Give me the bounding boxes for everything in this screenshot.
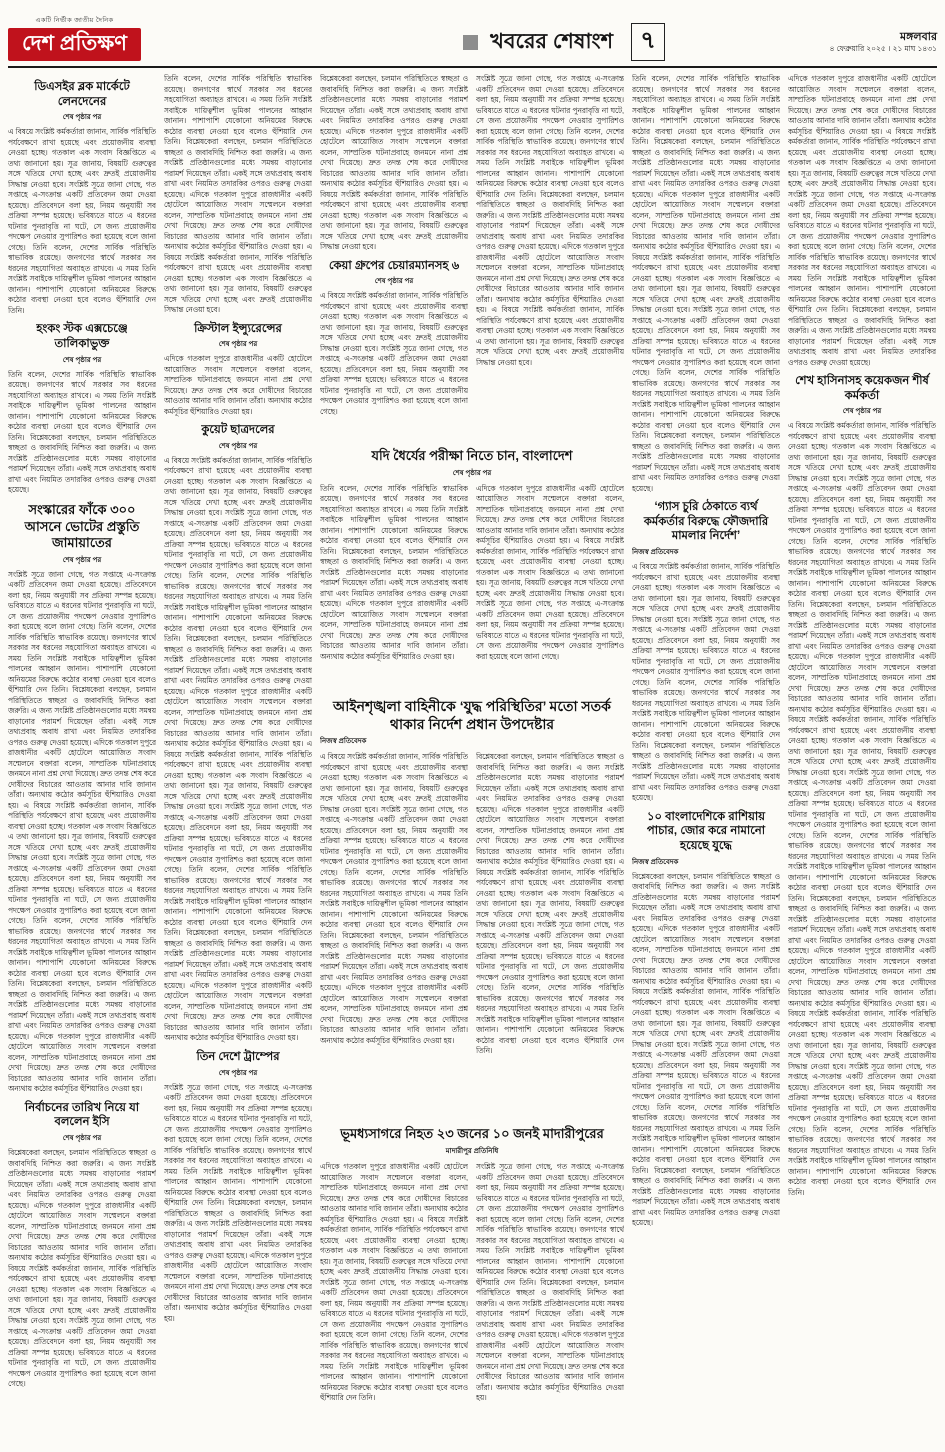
article-body: বিশ্লেষকেরা বলছেন, চলমান পরিস্থিতিতে স্বচ্ছতা ও জবাবদিহি নিশ্চিত করা জরুরি। এ জন্য সংশ্লিষ্ট প্রতিষ্ঠানগুলোর মধ্যে সমন্বয় বাড়ানোর পরামর্শ দিয়েছেন তাঁরা। একই সঙ্গে তথ্যপ্রবাহ অবাধ রাখা এবং নিয়মিত তদারকির ওপরও গুরুত্ব দেওয়া হয়েছে। এদিকে গতকাল দুপুরে রাজধানীর একটি হোটেলে আয়োজিত সংবাদ সম্মেলনে বক্তারা বলেন, সাম্প্রতিক ঘটনাপ্রবাহে জনমনে নানা প্রশ্ন দেখা দিয়েছে। দ্রুত তদন্ত শেষ করে দোষীদের বিচারের আওতায় আনার দাবি জানান তাঁরা। অন্যথায় কঠোর কর্মসূচির হুঁশিয়ারিও দেওয়া হয়। এ বিষয়ে সংশ্লিষ্ট কর্মকর্তারা জানান, সার্বিক পরিস্থিতি পর্যবেক্ষণে রাখা হয়েছে এবং প্রয়োজনীয় ব্যবস্থা নেওয়া হচ্ছে। গতকাল এক সংবাদ বিজ্ঞপ্তিতে এ তথ্য জানানো হয়। সূত্র জানায়, বিষয়টি গুরুত্বের সঙ্গে খতিয়ে দেখা হচ্ছে এবং দ্রুতই প্রয়োজনীয় সিদ্ধান্ত নেওয়া হবে। সংশ্লিষ্ট সূত্রে জানা গেছে, গত সপ্তাহে এ-সংক্রান্ত একটি প্রতিবেদন জমা দেওয়া হয়েছে। প্রতিবেদনে বলা হয়, নিয়ম অনুযায়ী সব প্রক্রিয়া সম্পন্ন হয়েছে। ভবিষ্যতে যাতে এ ধরনের ঘটনার পুনরাবৃত্তি না ঘটে, সে জন্য প্রয়োজনীয় পদক্ষেপ নেওয়ার সুপারিশও করা হয়েছে বলে জানা গেছে।	[8, 1148, 156, 1389]
article-byline: শেষ পৃষ্ঠার পর	[62, 1135, 102, 1143]
masthead-title: দেশ প্রতিক্ষণ	[22, 32, 127, 55]
subcolumn-4	[476, 752, 624, 1120]
masthead	[8, 15, 141, 61]
article-headline: ভূমধ্যসাগরে নিহত ২৩ জনের ১০ জনই মাদারীপুরের	[340, 1126, 604, 1142]
article-gas-theft	[632, 500, 780, 804]
article-body: এদিকে গতকাল দুপুরে রাজধানীর একটি হোটেলে আয়োজিত সংবাদ সম্মেলনে বক্তারা বলেন, সাম্প্রতিক ঘটনাপ্রবাহে জনমনে নানা প্রশ্ন দেখা দিয়েছে। দ্রুত তদন্ত শেষ করে দোষীদের বিচারের আওতায় আনার দাবি জানান তাঁরা। অন্যথায় কঠোর কর্মসূচির হুঁশিয়ারিও দেওয়া হয়। এ বিষয়ে সংশ্লিষ্ট কর্মকর্তারা জানান, সার্বিক পরিস্থিতি পর্যবেক্ষণে রাখা হয়েছে এবং প্রয়োজনীয় ব্যবস্থা নেওয়া হচ্ছে। গতকাল এক সংবাদ বিজ্ঞপ্তিতে এ তথ্য জানানো হয়। সূত্র জানায়, বিষয়টি গুরুত্বের সঙ্গে খতিয়ে দেখা হচ্ছে এবং দ্রুতই প্রয়োজনীয় সিদ্ধান্ত নেওয়া হবে। সংশ্লিষ্ট সূত্রে জানা গেছে, গত সপ্তাহে এ-সংক্রান্ত একটি প্রতিবেদন জমা দেওয়া হয়েছে। প্রতিবেদনে বলা হয়, নিয়ম অনুযায়ী সব প্রক্রিয়া সম্পন্ন হয়েছে। ভবিষ্যতে যাতে এ ধরনের ঘটনার পুনরাবৃত্তি না ঘটে, সে জন্য প্রয়োজনীয় পদক্ষেপ নেওয়ার সুপারিশও করা হয়েছে বলে জানা গেছে। তিনি বলেন, দেশের সার্বিক পরিস্থিতি স্বাভাবিক রয়েছে। জনগণের স্বার্থে সরকার সব ধরনের সহযোগিতা অব্যাহত রাখবে। এ সময় তিনি সংশ্লিষ্ট সবাইকে দায়িত্বশীল ভূমিকা পালনের আহ্বান জানান। পাশাপাশি যেকোনো অনিয়মের বিরুদ্ধে কঠোর ব্যবস্থা নেওয়া হবে বলেও হুঁশিয়ারি দেন তিনি। বিশ্লেষকেরা বলছেন, চলমান পরিস্থিতিতে স্বচ্ছতা ও জবাবদিহি নিশ্চিত করা জরুরি। এ জন্য সংশ্লিষ্ট প্রতিষ্ঠানগুলোর মধ্যে সমন্বয় বাড়ানোর পরামর্শ দিয়েছেন তাঁরা। একই সঙ্গে তথ্যপ্রবাহ অবাধ রাখা এবং নিয়মিত তদারকির ওপরও গুরুত্ব দেওয়া হয়েছে।	[788, 74, 936, 367]
subcolumn-3	[320, 74, 468, 442]
column-2	[164, 74, 312, 1442]
subcolumn-3	[320, 484, 468, 692]
article-headline: হংকং স্টক এক্সচেঞ্জে তালিকাভুক্ত	[36, 323, 128, 351]
subcolumn-4	[476, 74, 624, 442]
article-body: তিনি বলেন, দেশের সার্বিক পরিস্থিতি স্বাভাবিক রয়েছে। জনগণের স্বার্থে সরকার সব ধরনের সহযোগিতা অব্যাহত রাখবে। এ সময় তিনি সংশ্লিষ্ট সবাইকে দায়িত্বশীল ভূমিকা পালনের আহ্বান জানান। পাশাপাশি যেকোনো অনিয়মের বিরুদ্ধে কঠোর ব্যবস্থা নেওয়া হবে বলেও হুঁশিয়ারি দেন তিনি। বিশ্লেষকেরা বলছেন, চলমান পরিস্থিতিতে স্বচ্ছতা ও জবাবদিহি নিশ্চিত করা জরুরি। এ জন্য সংশ্লিষ্ট প্রতিষ্ঠানগুলোর মধ্যে সমন্বয় বাড়ানোর পরামর্শ দিয়েছেন তাঁরা। একই সঙ্গে তথ্যপ্রবাহ অবাধ রাখা এবং নিয়মিত তদারকির ওপরও গুরুত্ব দেওয়া হয়েছে। এদিকে গতকাল দুপুরে রাজধানীর একটি হোটেলে আয়োজিত সংবাদ সম্মেলনে বক্তারা বলেন, সাম্প্রতিক ঘটনাপ্রবাহে জনমনে নানা প্রশ্ন দেখা দিয়েছে। দ্রুত তদন্ত শেষ করে দোষীদের বিচারের আওতায় আনার দাবি জানান তাঁরা। অন্যথায় কঠোর কর্মসূচির হুঁশিয়ারিও দেওয়া হয়।	[320, 483, 468, 661]
columns-3-4	[320, 74, 624, 1442]
article-byline: শেষ পৃষ্ঠার পর	[374, 278, 414, 286]
article-headline: শেখ হাসিনাসহ কয়েকজন শীর্ষ কর্মকর্তা	[795, 375, 929, 402]
article-byline: শেষ পৃষ্ঠার পর	[218, 341, 258, 349]
span-row-top	[320, 74, 624, 442]
section-logo-icon	[463, 35, 478, 50]
article-body: তিনি বলেন, দেশের সার্বিক পরিস্থিতি স্বাভাবিক রয়েছে। জনগণের স্বার্থে সরকার সব ধরনের সহযোগিতা অব্যাহত রাখবে। এ সময় তিনি সংশ্লিষ্ট সবাইকে দায়িত্বশীল ভূমিকা পালনের আহ্বান জানান। পাশাপাশি যেকোনো অনিয়মের বিরুদ্ধে কঠোর ব্যবস্থা নেওয়া হবে বলেও হুঁশিয়ারি দেন তিনি। বিশ্লেষকেরা বলছেন, চলমান পরিস্থিতিতে স্বচ্ছতা ও জবাবদিহি নিশ্চিত করা জরুরি। এ জন্য সংশ্লিষ্ট প্রতিষ্ঠানগুলোর মধ্যে সমন্বয় বাড়ানোর পরামর্শ দিয়েছেন তাঁরা। একই সঙ্গে তথ্যপ্রবাহ অবাধ রাখা এবং নিয়মিত তদারকির ওপরও গুরুত্ব দেওয়া হয়েছে।	[8, 369, 156, 495]
article-body: এদিকে গতকাল দুপুরে রাজধানীর একটি হোটেলে আয়োজিত সংবাদ সম্মেলনে বক্তারা বলেন, সাম্প্রতিক ঘটনাপ্রবাহে জনমনে নানা প্রশ্ন দেখা দিয়েছে। দ্রুত তদন্ত শেষ করে দোষীদের বিচারের আওতায় আনার দাবি জানান তাঁরা। অন্যথায় কঠোর কর্মসূচির হুঁশিয়ারিও দেওয়া হয়। এ বিষয়ে সংশ্লিষ্ট কর্মকর্তারা জানান, সার্বিক পরিস্থিতি পর্যবেক্ষণে রাখা হয়েছে এবং প্রয়োজনীয় ব্যবস্থা নেওয়া হচ্ছে। গতকাল এক সংবাদ বিজ্ঞপ্তিতে এ তথ্য জানানো হয়। সূত্র জানায়, বিষয়টি গুরুত্বের সঙ্গে খতিয়ে দেখা হচ্ছে এবং দ্রুতই প্রয়োজনীয় সিদ্ধান্ত নেওয়া হবে। সংশ্লিষ্ট সূত্রে জানা গেছে, গত সপ্তাহে এ-সংক্রান্ত একটি প্রতিবেদন জমা দেওয়া হয়েছে। প্রতিবেদনে বলা হয়, নিয়ম অনুযায়ী সব প্রক্রিয়া সম্পন্ন হয়েছে। ভবিষ্যতে যাতে এ ধরনের ঘটনার পুনরাবৃত্তি না ঘটে, সে জন্য প্রয়োজনীয় পদক্ষেপ নেওয়ার সুপারিশও করা হয়েছে বলে জানা গেছে। তিনি বলেন, দেশের সার্বিক পরিস্থিতি স্বাভাবিক রয়েছে। জনগণের স্বার্থে সরকার সব ধরনের সহযোগিতা অব্যাহত রাখবে। এ সময় তিনি সংশ্লিষ্ট সবাইকে দায়িত্বশীল ভূমিকা পালনের আহ্বান জানান। পাশাপাশি যেকোনো অনিয়মের বিরুদ্ধে কঠোর ব্যবস্থা নেওয়া হবে বলেও হুঁশিয়ারি দেন তিনি।	[320, 1162, 468, 1403]
article-headline: ডিএসইর ব্লক মার্কেটে লেনদেনের	[34, 81, 130, 108]
header-right	[463, 23, 937, 61]
subcolumn-3	[320, 752, 468, 1120]
law-enforcement-body-row	[320, 752, 624, 1120]
article-headline: ক্রিস্টাল ইন্স্যুরেন্সের	[194, 322, 282, 335]
article-body: এ বিষয়ে সংশ্লিষ্ট কর্মকর্তারা জানান, সার্বিক পরিস্থিতি পর্যবেক্ষণে রাখা হয়েছে এবং প্রয়োজনীয় ব্যবস্থা নেওয়া হচ্ছে। গতকাল এক সংবাদ বিজ্ঞপ্তিতে এ তথ্য জানানো হয়। সূত্র জানায়, বিষয়টি গুরুত্বের সঙ্গে খতিয়ে দেখা হচ্ছে এবং দ্রুতই প্রয়োজনীয় সিদ্ধান্ত নেওয়া হবে। সংশ্লিষ্ট সূত্রে জানা গেছে, গত সপ্তাহে এ-সংক্রান্ত একটি প্রতিবেদন জমা দেওয়া হয়েছে। প্রতিবেদনে বলা হয়, নিয়ম অনুযায়ী সব প্রক্রিয়া সম্পন্ন হয়েছে। ভবিষ্যতে যাতে এ ধরনের ঘটনার পুনরাবৃত্তি না ঘটে, সে জন্য প্রয়োজনীয় পদক্ষেপ নেওয়ার সুপারিশও করা হয়েছে বলে জানা গেছে। তিনি বলেন, দেশের সার্বিক পরিস্থিতি স্বাভাবিক রয়েছে। জনগণের স্বার্থে সরকার সব ধরনের সহযোগিতা অব্যাহত রাখবে। এ সময় তিনি সংশ্লিষ্ট সবাইকে দায়িত্বশীল ভূমিকা পালনের আহ্বান জানান। পাশাপাশি যেকোনো অনিয়মের বিরুদ্ধে কঠোর ব্যবস্থা নেওয়া হবে বলেও হুঁশিয়ারি দেন তিনি। বিশ্লেষকেরা বলছেন, চলমান পরিস্থিতিতে স্বচ্ছতা ও জবাবদিহি নিশ্চিত করা জরুরি। এ জন্য সংশ্লিষ্ট প্রতিষ্ঠানগুলোর মধ্যে সমন্বয় বাড়ানোর পরামর্শ দিয়েছেন তাঁরা। একই সঙ্গে তথ্যপ্রবাহ অবাধ রাখা এবং নিয়মিত তদারকির ওপরও গুরুত্ব দেওয়া হয়েছে।	[632, 562, 780, 803]
article-jamaat	[8, 502, 156, 1095]
article-byline: নিজস্ব প্রতিবেদক	[632, 549, 679, 557]
subcolumn-4	[476, 1162, 624, 1442]
article-body: এদিকে গতকাল দুপুরে রাজধানীর একটি হোটেলে আয়োজিত সংবাদ সম্মেলনে বক্তারা বলেন, সাম্প্রতিক ঘটনাপ্রবাহে জনমনে নানা প্রশ্ন দেখা দিয়েছে। দ্রুত তদন্ত শেষ করে দোষীদের বিচারের আওতায় আনার দাবি জানান তাঁরা। অন্যথায় কঠোর কর্মসূচির হুঁশিয়ারিও দেওয়া হয়। এ বিষয়ে সংশ্লিষ্ট কর্মকর্তারা জানান, সার্বিক পরিস্থিতি পর্যবেক্ষণে রাখা হয়েছে এবং প্রয়োজনীয় ব্যবস্থা নেওয়া হচ্ছে। গতকাল এক সংবাদ বিজ্ঞপ্তিতে এ তথ্য জানানো হয়। সূত্র জানায়, বিষয়টি গুরুত্বের সঙ্গে খতিয়ে দেখা হচ্ছে এবং দ্রুতই প্রয়োজনীয় সিদ্ধান্ত নেওয়া হবে। সংশ্লিষ্ট সূত্রে জানা গেছে, গত সপ্তাহে এ-সংক্রান্ত একটি প্রতিবেদন জমা দেওয়া হয়েছে। প্রতিবেদনে বলা হয়, নিয়ম অনুযায়ী সব প্রক্রিয়া সম্পন্ন হয়েছে। ভবিষ্যতে যাতে এ ধরনের ঘটনার পুনরাবৃত্তি না ঘটে, সে জন্য প্রয়োজনীয় পদক্ষেপ নেওয়ার সুপারিশও করা হয়েছে বলে জানা গেছে।	[476, 483, 624, 661]
mediterranean-body-row	[320, 1162, 624, 1442]
article-body: সংশ্লিষ্ট সূত্রে জানা গেছে, গত সপ্তাহে এ-সংক্রান্ত একটি প্রতিবেদন জমা দেওয়া হয়েছে। প্রতিবেদনে বলা হয়, নিয়ম অনুযায়ী সব প্রক্রিয়া সম্পন্ন হয়েছে। ভবিষ্যতে যাতে এ ধরনের ঘটনার পুনরাবৃত্তি না ঘটে, সে জন্য প্রয়োজনীয় পদক্ষেপ নেওয়ার সুপারিশও করা হয়েছে বলে জানা গেছে। তিনি বলেন, দেশের সার্বিক পরিস্থিতি স্বাভাবিক রয়েছে। জনগণের স্বার্থে সরকার সব ধরনের সহযোগিতা অব্যাহত রাখবে। এ সময় তিনি সংশ্লিষ্ট সবাইকে দায়িত্বশীল ভূমিকা পালনের আহ্বান জানান। পাশাপাশি যেকোনো অনিয়মের বিরুদ্ধে কঠোর ব্যবস্থা নেওয়া হবে বলেও হুঁশিয়ারি দেন তিনি। বিশ্লেষকেরা বলছেন, চলমান পরিস্থিতিতে স্বচ্ছতা ও জবাবদিহি নিশ্চিত করা জরুরি। এ জন্য সংশ্লিষ্ট প্রতিষ্ঠানগুলোর মধ্যে সমন্বয় বাড়ানোর পরামর্শ দিয়েছেন তাঁরা। একই সঙ্গে তথ্যপ্রবাহ অবাধ রাখা এবং নিয়মিত তদারকির ওপরও গুরুত্ব দেওয়া হয়েছে। এদিকে গতকাল দুপুরে রাজধানীর একটি হোটেলে আয়োজিত সংবাদ সম্মেলনে বক্তারা বলেন, সাম্প্রতিক ঘটনাপ্রবাহে জনমনে নানা প্রশ্ন দেখা দিয়েছে। দ্রুত তদন্ত শেষ করে দোষীদের বিচারের আওতায় আনার দাবি জানান তাঁরা। অন্যথায় কঠোর কর্মসূচির হুঁশিয়ারিও দেওয়া হয়। এ বিষয়ে সংশ্লিষ্ট কর্মকর্তারা জানান, সার্বিক পরিস্থিতি পর্যবেক্ষণে রাখা হয়েছে এবং প্রয়োজনীয় ব্যবস্থা নেওয়া হচ্ছে। গতকাল এক সংবাদ বিজ্ঞপ্তিতে এ তথ্য জানানো হয়। সূত্র জানায়, বিষয়টি গুরুত্বের সঙ্গে খতিয়ে দেখা হচ্ছে এবং দ্রুতই প্রয়োজনীয় সিদ্ধান্ত নেওয়া হবে।	[476, 74, 624, 367]
article-body: এ বিষয়ে সংশ্লিষ্ট কর্মকর্তারা জানান, সার্বিক পরিস্থিতি পর্যবেক্ষণে রাখা হয়েছে এবং প্রয়োজনীয় ব্যবস্থা নেওয়া হচ্ছে। গতকাল এক সংবাদ বিজ্ঞপ্তিতে এ তথ্য জানানো হয়। সূত্র জানায়, বিষয়টি গুরুত্বের সঙ্গে খতিয়ে দেখা হচ্ছে এবং দ্রুতই প্রয়োজনীয় সিদ্ধান্ত নেওয়া হবে। সংশ্লিষ্ট সূত্রে জানা গেছে, গত সপ্তাহে এ-সংক্রান্ত একটি প্রতিবেদন জমা দেওয়া হয়েছে। প্রতিবেদনে বলা হয়, নিয়ম অনুযায়ী সব প্রক্রিয়া সম্পন্ন হয়েছে। ভবিষ্যতে যাতে এ ধরনের ঘটনার পুনরাবৃত্তি না ঘটে, সে জন্য প্রয়োজনীয় পদক্ষেপ নেওয়ার সুপারিশও করা হয়েছে বলে জানা গেছে। তিনি বলেন, দেশের সার্বিক পরিস্থিতি স্বাভাবিক রয়েছে। জনগণের স্বার্থে সরকার সব ধরনের সহযোগিতা অব্যাহত রাখবে। এ সময় তিনি সংশ্লিষ্ট সবাইকে দায়িত্বশীল ভূমিকা পালনের আহ্বান জানান। পাশাপাশি যেকোনো অনিয়মের বিরুদ্ধে কঠোর ব্যবস্থা নেওয়া হবে বলেও হুঁশিয়ারি দেন তিনি। বিশ্লেষকেরা বলছেন, চলমান পরিস্থিতিতে স্বচ্ছতা ও জবাবদিহি নিশ্চিত করা জরুরি। এ জন্য সংশ্লিষ্ট প্রতিষ্ঠানগুলোর মধ্যে সমন্বয় বাড়ানোর পরামর্শ দিয়েছেন তাঁরা। একই সঙ্গে তথ্যপ্রবাহ অবাধ রাখা এবং নিয়মিত তদারকির ওপরও গুরুত্ব দেওয়া হয়েছে। এদিকে গতকাল দুপুরে রাজধানীর একটি হোটেলে আয়োজিত সংবাদ সম্মেলনে বক্তারা বলেন, সাম্প্রতিক ঘটনাপ্রবাহে জনমনে নানা প্রশ্ন দেখা দিয়েছে। দ্রুত তদন্ত শেষ করে দোষীদের বিচারের আওতায় আনার দাবি জানান তাঁরা। অন্যথায় কঠোর কর্মসূচির হুঁশিয়ারিও দেওয়া হয়। এ বিষয়ে সংশ্লিষ্ট কর্মকর্তারা জানান, সার্বিক পরিস্থিতি পর্যবেক্ষণে রাখা হয়েছে এবং প্রয়োজনীয় ব্যবস্থা নেওয়া হচ্ছে। গতকাল এক সংবাদ বিজ্ঞপ্তিতে এ তথ্য জানানো হয়। সূত্র জানায়, বিষয়টি গুরুত্বের সঙ্গে খতিয়ে দেখা হচ্ছে এবং দ্রুতই প্রয়োজনীয় সিদ্ধান্ত নেওয়া হবে। সংশ্লিষ্ট সূত্রে জানা গেছে, গত সপ্তাহে এ-সংক্রান্ত একটি প্রতিবেদন জমা দেওয়া হয়েছে। প্রতিবেদনে বলা হয়, নিয়ম অনুযায়ী সব প্রক্রিয়া সম্পন্ন হয়েছে। ভবিষ্যতে যাতে এ ধরনের ঘটনার পুনরাবৃত্তি না ঘটে, সে জন্য প্রয়োজনীয় পদক্ষেপ নেওয়ার সুপারিশও করা হয়েছে বলে জানা গেছে। তিনি বলেন, দেশের সার্বিক পরিস্থিতি স্বাভাবিক রয়েছে। জনগণের স্বার্থে সরকার সব ধরনের সহযোগিতা অব্যাহত রাখবে। এ সময় তিনি সংশ্লিষ্ট সবাইকে দায়িত্বশীল ভূমিকা পালনের আহ্বান জানান। পাশাপাশি যেকোনো অনিয়মের বিরুদ্ধে কঠোর ব্যবস্থা নেওয়া হবে বলেও হুঁশিয়ারি দেন তিনি। বিশ্লেষকেরা বলছেন, চলমান পরিস্থিতিতে স্বচ্ছতা ও জবাবদিহি নিশ্চিত করা জরুরি। এ জন্য সংশ্লিষ্ট প্রতিষ্ঠানগুলোর মধ্যে সমন্বয় বাড়ানোর পরামর্শ দিয়েছেন তাঁরা। একই সঙ্গে তথ্যপ্রবাহ অবাধ রাখা এবং নিয়মিত তদারকির ওপরও গুরুত্ব দেওয়া হয়েছে। এদিকে গতকাল দুপুরে রাজধানীর একটি হোটেলে আয়োজিত সংবাদ সম্মেলনে বক্তারা বলেন, সাম্প্রতিক ঘটনাপ্রবাহে জনমনে নানা প্রশ্ন দেখা দিয়েছে। দ্রুত তদন্ত শেষ করে দোষীদের বিচারের আওতায় আনার দাবি জানান তাঁরা। অন্যথায় কঠোর কর্মসূচির হুঁশিয়ারিও দেওয়া হয়। এ বিষয়ে সংশ্লিষ্ট কর্মকর্তারা জানান, সার্বিক পরিস্থিতি পর্যবেক্ষণে রাখা হয়েছে এবং প্রয়োজনীয় ব্যবস্থা নেওয়া হচ্ছে। গতকাল এক সংবাদ বিজ্ঞপ্তিতে এ তথ্য জানানো হয়। সূত্র জানায়, বিষয়টি গুরুত্বের সঙ্গে খতিয়ে দেখা হচ্ছে এবং দ্রুতই প্রয়োজনীয় সিদ্ধান্ত নেওয়া হবে। সংশ্লিষ্ট সূত্রে জানা গেছে, গত সপ্তাহে এ-সংক্রান্ত একটি প্রতিবেদন জমা দেওয়া হয়েছে। প্রতিবেদনে বলা হয়, নিয়ম অনুযায়ী সব প্রক্রিয়া সম্পন্ন হয়েছে। ভবিষ্যতে যাতে এ ধরনের ঘটনার পুনরাবৃত্তি না ঘটে, সে জন্য প্রয়োজনীয় পদক্ষেপ নেওয়ার সুপারিশও করা হয়েছে বলে জানা গেছে। তিনি বলেন, দেশের সার্বিক পরিস্থিতি স্বাভাবিক রয়েছে। জনগণের স্বার্থে সরকার সব ধরনের সহযোগিতা অব্যাহত রাখবে। এ সময় তিনি সংশ্লিষ্ট সবাইকে দায়িত্বশীল ভূমিকা পালনের আহ্বান জানান। পাশাপাশি যেকোনো অনিয়মের বিরুদ্ধে কঠোর ব্যবস্থা নেওয়া হবে বলেও হুঁশিয়ারি দেন তিনি।	[788, 421, 936, 1197]
subcolumn-3	[320, 1162, 468, 1442]
article-hasina	[788, 374, 936, 1198]
article-body: এ বিষয়ে সংশ্লিষ্ট কর্মকর্তারা জানান, সার্বিক পরিস্থিতি পর্যবেক্ষণে রাখা হয়েছে এবং প্রয়োজনীয় ব্যবস্থা নেওয়া হচ্ছে। গতকাল এক সংবাদ বিজ্ঞপ্তিতে এ তথ্য জানানো হয়। সূত্র জানায়, বিষয়টি গুরুত্বের সঙ্গে খতিয়ে দেখা হচ্ছে এবং দ্রুতই প্রয়োজনীয় সিদ্ধান্ত নেওয়া হবে। সংশ্লিষ্ট সূত্রে জানা গেছে, গত সপ্তাহে এ-সংক্রান্ত একটি প্রতিবেদন জমা দেওয়া হয়েছে। প্রতিবেদনে বলা হয়, নিয়ম অনুযায়ী সব প্রক্রিয়া সম্পন্ন হয়েছে। ভবিষ্যতে যাতে এ ধরনের ঘটনার পুনরাবৃত্তি না ঘটে, সে জন্য প্রয়োজনীয় পদক্ষেপ নেওয়ার সুপারিশও করা হয়েছে বলে জানা গেছে।	[320, 291, 468, 416]
article-byline: শেষ পৃষ্ঠার পর	[452, 469, 492, 477]
article-russia	[632, 810, 780, 1229]
article-dse-block	[8, 80, 156, 316]
article-continuation	[632, 74, 780, 494]
article-ec-date	[8, 1101, 156, 1390]
article-headline: আইনশৃঙ্খলা বাহিনীকে ‘যুদ্ধ পরিস্থিতির’ মতো সতর্ক থাকার নির্দেশ প্রধান উপদেষ্টার	[333, 697, 611, 732]
article-headline: ‘গ্যাস চুরি ঠেকাতে ব্যর্থ কর্মকর্তার বিরুদ্ধে ফৌজদারি মামলার নির্দেশ’	[643, 501, 769, 543]
column-1	[8, 74, 156, 1442]
article-headline: সংস্কারের ফাঁকে ৩০০ আসনে ভোটের প্রস্তুতি জামায়াতের	[24, 501, 140, 551]
article-headline: যদি ধৈর্যের পরীক্ষা নিতে চান, বাংলাদেশ	[371, 448, 573, 463]
article-body: এ বিষয়ে সংশ্লিষ্ট কর্মকর্তারা জানান, সার্বিক পরিস্থিতি পর্যবেক্ষণে রাখা হয়েছে এবং প্রয়োজনীয় ব্যবস্থা নেওয়া হচ্ছে। গতকাল এক সংবাদ বিজ্ঞপ্তিতে এ তথ্য জানানো হয়। সূত্র জানায়, বিষয়টি গুরুত্বের সঙ্গে খতিয়ে দেখা হচ্ছে এবং দ্রুতই প্রয়োজনীয় সিদ্ধান্ত নেওয়া হবে। সংশ্লিষ্ট সূত্রে জানা গেছে, গত সপ্তাহে এ-সংক্রান্ত একটি প্রতিবেদন জমা দেওয়া হয়েছে। প্রতিবেদনে বলা হয়, নিয়ম অনুযায়ী সব প্রক্রিয়া সম্পন্ন হয়েছে। ভবিষ্যতে যাতে এ ধরনের ঘটনার পুনরাবৃত্তি না ঘটে, সে জন্য প্রয়োজনীয় পদক্ষেপ নেওয়ার সুপারিশও করা হয়েছে বলে জানা গেছে। তিনি বলেন, দেশের সার্বিক পরিস্থিতি স্বাভাবিক রয়েছে। জনগণের স্বার্থে সরকার সব ধরনের সহযোগিতা অব্যাহত রাখবে। এ সময় তিনি সংশ্লিষ্ট সবাইকে দায়িত্বশীল ভূমিকা পালনের আহ্বান জানান। পাশাপাশি যেকোনো অনিয়মের বিরুদ্ধে কঠোর ব্যবস্থা নেওয়া হবে বলেও হুঁশিয়ারি দেন তিনি।	[8, 127, 156, 315]
article-byline: শেষ পৃষ্ঠার পর	[62, 356, 102, 364]
article-byline: নিজস্ব প্রতিবেদক	[632, 858, 679, 866]
article-kuet	[164, 423, 312, 1044]
article-body: বিশ্লেষকেরা বলছেন, চলমান পরিস্থিতিতে স্বচ্ছতা ও জবাবদিহি নিশ্চিত করা জরুরি। এ জন্য সংশ্লিষ্ট প্রতিষ্ঠানগুলোর মধ্যে সমন্বয় বাড়ানোর পরামর্শ দিয়েছেন তাঁরা। একই সঙ্গে তথ্যপ্রবাহ অবাধ রাখা এবং নিয়মিত তদারকির ওপরও গুরুত্ব দেওয়া হয়েছে। এদিকে গতকাল দুপুরে রাজধানীর একটি হোটেলে আয়োজিত সংবাদ সম্মেলনে বক্তারা বলেন, সাম্প্রতিক ঘটনাপ্রবাহে জনমনে নানা প্রশ্ন দেখা দিয়েছে। দ্রুত তদন্ত শেষ করে দোষীদের বিচারের আওতায় আনার দাবি জানান তাঁরা। অন্যথায় কঠোর কর্মসূচির হুঁশিয়ারিও দেওয়া হয়। এ বিষয়ে সংশ্লিষ্ট কর্মকর্তারা জানান, সার্বিক পরিস্থিতি পর্যবেক্ষণে রাখা হয়েছে এবং প্রয়োজনীয় ব্যবস্থা নেওয়া হচ্ছে। গতকাল এক সংবাদ বিজ্ঞপ্তিতে এ তথ্য জানানো হয়। সূত্র জানায়, বিষয়টি গুরুত্বের সঙ্গে খতিয়ে দেখা হচ্ছে এবং দ্রুতই প্রয়োজনীয় সিদ্ধান্ত নেওয়া হবে। সংশ্লিষ্ট সূত্রে জানা গেছে, গত সপ্তাহে এ-সংক্রান্ত একটি প্রতিবেদন জমা দেওয়া হয়েছে। প্রতিবেদনে বলা হয়, নিয়ম অনুযায়ী সব প্রক্রিয়া সম্পন্ন হয়েছে। ভবিষ্যতে যাতে এ ধরনের ঘটনার পুনরাবৃত্তি না ঘটে, সে জন্য প্রয়োজনীয় পদক্ষেপ নেওয়ার সুপারিশও করা হয়েছে বলে জানা গেছে। তিনি বলেন, দেশের সার্বিক পরিস্থিতি স্বাভাবিক রয়েছে। জনগণের স্বার্থে সরকার সব ধরনের সহযোগিতা অব্যাহত রাখবে। এ সময় তিনি সংশ্লিষ্ট সবাইকে দায়িত্বশীল ভূমিকা পালনের আহ্বান জানান। পাশাপাশি যেকোনো অনিয়মের বিরুদ্ধে কঠোর ব্যবস্থা নেওয়া হবে বলেও হুঁশিয়ারি দেন তিনি। বিশ্লেষকেরা বলছেন, চলমান পরিস্থিতিতে স্বচ্ছতা ও জবাবদিহি নিশ্চিত করা জরুরি। এ জন্য সংশ্লিষ্ট প্রতিষ্ঠানগুলোর মধ্যে সমন্বয় বাড়ানোর পরামর্শ দিয়েছেন তাঁরা। একই সঙ্গে তথ্যপ্রবাহ অবাধ রাখা এবং নিয়মিত তদারকির ওপরও গুরুত্ব দেওয়া হয়েছে।	[632, 871, 780, 1228]
article-body: তিনি বলেন, দেশের সার্বিক পরিস্থিতি স্বাভাবিক রয়েছে। জনগণের স্বার্থে সরকার সব ধরনের সহযোগিতা অব্যাহত রাখবে। এ সময় তিনি সংশ্লিষ্ট সবাইকে দায়িত্বশীল ভূমিকা পালনের আহ্বান জানান। পাশাপাশি যেকোনো অনিয়মের বিরুদ্ধে কঠোর ব্যবস্থা নেওয়া হবে বলেও হুঁশিয়ারি দেন তিনি। বিশ্লেষকেরা বলছেন, চলমান পরিস্থিতিতে স্বচ্ছতা ও জবাবদিহি নিশ্চিত করা জরুরি। এ জন্য সংশ্লিষ্ট প্রতিষ্ঠানগুলোর মধ্যে সমন্বয় বাড়ানোর পরামর্শ দিয়েছেন তাঁরা। একই সঙ্গে তথ্যপ্রবাহ অবাধ রাখা এবং নিয়মিত তদারকির ওপরও গুরুত্ব দেওয়া হয়েছে। এদিকে গতকাল দুপুরে রাজধানীর একটি হোটেলে আয়োজিত সংবাদ সম্মেলনে বক্তারা বলেন, সাম্প্রতিক ঘটনাপ্রবাহে জনমনে নানা প্রশ্ন দেখা দিয়েছে। দ্রুত তদন্ত শেষ করে দোষীদের বিচারের আওতায় আনার দাবি জানান তাঁরা। অন্যথায় কঠোর কর্মসূচির হুঁশিয়ারিও দেওয়া হয়। এ বিষয়ে সংশ্লিষ্ট কর্মকর্তারা জানান, সার্বিক পরিস্থিতি পর্যবেক্ষণে রাখা হয়েছে এবং প্রয়োজনীয় ব্যবস্থা নেওয়া হচ্ছে। গতকাল এক সংবাদ বিজ্ঞপ্তিতে এ তথ্য জানানো হয়। সূত্র জানায়, বিষয়টি গুরুত্বের সঙ্গে খতিয়ে দেখা হচ্ছে এবং দ্রুতই প্রয়োজনীয় সিদ্ধান্ত নেওয়া হবে।	[164, 74, 312, 314]
masthead-tagline: একটি নির্ভীক জাতীয় দৈনিক	[35, 17, 114, 24]
date-block	[787, 30, 937, 55]
article-byline: শেষ পৃষ্ঠার পর	[62, 114, 102, 122]
columns-area	[8, 74, 937, 1442]
article-headline: তিন দেশে ট্রাম্পের	[196, 1050, 280, 1063]
article-body: এদিকে গতকাল দুপুরে রাজধানীর একটি হোটেলে আয়োজিত সংবাদ সম্মেলনে বক্তারা বলেন, সাম্প্রতিক ঘটনাপ্রবাহে জনমনে নানা প্রশ্ন দেখা দিয়েছে। দ্রুত তদন্ত শেষ করে দোষীদের বিচারের আওতায় আনার দাবি জানান তাঁরা। অন্যথায় কঠোর কর্মসূচির হুঁশিয়ারিও দেওয়া হয়।	[164, 354, 312, 416]
article-byline: শেষ পৃষ্ঠার পর	[218, 1069, 258, 1077]
article-mediterranean	[320, 1126, 624, 1157]
article-body: এ বিষয়ে সংশ্লিষ্ট কর্মকর্তারা জানান, সার্বিক পরিস্থিতি পর্যবেক্ষণে রাখা হয়েছে এবং প্রয়োজনীয় ব্যবস্থা নেওয়া হচ্ছে। গতকাল এক সংবাদ বিজ্ঞপ্তিতে এ তথ্য জানানো হয়। সূত্র জানায়, বিষয়টি গুরুত্বের সঙ্গে খতিয়ে দেখা হচ্ছে এবং দ্রুতই প্রয়োজনীয় সিদ্ধান্ত নেওয়া হবে। সংশ্লিষ্ট সূত্রে জানা গেছে, গত সপ্তাহে এ-সংক্রান্ত একটি প্রতিবেদন জমা দেওয়া হয়েছে। প্রতিবেদনে বলা হয়, নিয়ম অনুযায়ী সব প্রক্রিয়া সম্পন্ন হয়েছে। ভবিষ্যতে যাতে এ ধরনের ঘটনার পুনরাবৃত্তি না ঘটে, সে জন্য প্রয়োজনীয় পদক্ষেপ নেওয়ার সুপারিশও করা হয়েছে বলে জানা গেছে। তিনি বলেন, দেশের সার্বিক পরিস্থিতি স্বাভাবিক রয়েছে। জনগণের স্বার্থে সরকার সব ধরনের সহযোগিতা অব্যাহত রাখবে। এ সময় তিনি সংশ্লিষ্ট সবাইকে দায়িত্বশীল ভূমিকা পালনের আহ্বান জানান। পাশাপাশি যেকোনো অনিয়মের বিরুদ্ধে কঠোর ব্যবস্থা নেওয়া হবে বলেও হুঁশিয়ারি দেন তিনি। বিশ্লেষকেরা বলছেন, চলমান পরিস্থিতিতে স্বচ্ছতা ও জবাবদিহি নিশ্চিত করা জরুরি। এ জন্য সংশ্লিষ্ট প্রতিষ্ঠানগুলোর মধ্যে সমন্বয় বাড়ানোর পরামর্শ দিয়েছেন তাঁরা। একই সঙ্গে তথ্যপ্রবাহ অবাধ রাখা এবং নিয়মিত তদারকির ওপরও গুরুত্ব দেওয়া হয়েছে। এদিকে গতকাল দুপুরে রাজধানীর একটি হোটেলে আয়োজিত সংবাদ সম্মেলনে বক্তারা বলেন, সাম্প্রতিক ঘটনাপ্রবাহে জনমনে নানা প্রশ্ন দেখা দিয়েছে। দ্রুত তদন্ত শেষ করে দোষীদের বিচারের আওতায় আনার দাবি জানান তাঁরা। অন্যথায় কঠোর কর্মসূচির হুঁশিয়ারিও দেওয়া হয়। এ বিষয়ে সংশ্লিষ্ট কর্মকর্তারা জানান, সার্বিক পরিস্থিতি পর্যবেক্ষণে রাখা হয়েছে এবং প্রয়োজনীয় ব্যবস্থা নেওয়া হচ্ছে। গতকাল এক সংবাদ বিজ্ঞপ্তিতে এ তথ্য জানানো হয়। সূত্র জানায়, বিষয়টি গুরুত্বের সঙ্গে খতিয়ে দেখা হচ্ছে এবং দ্রুতই প্রয়োজনীয় সিদ্ধান্ত নেওয়া হবে। সংশ্লিষ্ট সূত্রে জানা গেছে, গত সপ্তাহে এ-সংক্রান্ত একটি প্রতিবেদন জমা দেওয়া হয়েছে। প্রতিবেদনে বলা হয়, নিয়ম অনুযায়ী সব প্রক্রিয়া সম্পন্ন হয়েছে। ভবিষ্যতে যাতে এ ধরনের ঘটনার পুনরাবৃত্তি না ঘটে, সে জন্য প্রয়োজনীয় পদক্ষেপ নেওয়ার সুপারিশও করা হয়েছে বলে জানা গেছে। তিনি বলেন, দেশের সার্বিক পরিস্থিতি স্বাভাবিক রয়েছে। জনগণের স্বার্থে সরকার সব ধরনের সহযোগিতা অব্যাহত রাখবে। এ সময় তিনি সংশ্লিষ্ট সবাইকে দায়িত্বশীল ভূমিকা পালনের আহ্বান জানান। পাশাপাশি যেকোনো অনিয়মের বিরুদ্ধে কঠোর ব্যবস্থা নেওয়া হবে বলেও হুঁশিয়ারি দেন তিনি। বিশ্লেষকেরা বলছেন, চলমান পরিস্থিতিতে স্বচ্ছতা ও জবাবদিহি নিশ্চিত করা জরুরি। এ জন্য সংশ্লিষ্ট প্রতিষ্ঠানগুলোর মধ্যে সমন্বয় বাড়ানোর পরামর্শ দিয়েছেন তাঁরা। একই সঙ্গে তথ্যপ্রবাহ অবাধ রাখা এবং নিয়মিত তদারকির ওপরও গুরুত্ব দেওয়া হয়েছে। এদিকে গতকাল দুপুরে রাজধানীর একটি হোটেলে আয়োজিত সংবাদ সম্মেলনে বক্তারা বলেন, সাম্প্রতিক ঘটনাপ্রবাহে জনমনে নানা প্রশ্ন দেখা দিয়েছে। দ্রুত তদন্ত শেষ করে দোষীদের বিচারের আওতায় আনার দাবি জানান তাঁরা। অন্যথায় কঠোর কর্মসূচির হুঁশিয়ারিও দেওয়া হয়।	[164, 455, 312, 1043]
article-patience	[320, 448, 624, 479]
article-headline: কুয়েট ছাত্রদলের	[201, 424, 275, 437]
article-body: সংশ্লিষ্ট সূত্রে জানা গেছে, গত সপ্তাহে এ-সংক্রান্ত একটি প্রতিবেদন জমা দেওয়া হয়েছে। প্রতিবেদনে বলা হয়, নিয়ম অনুযায়ী সব প্রক্রিয়া সম্পন্ন হয়েছে। ভবিষ্যতে যাতে এ ধরনের ঘটনার পুনরাবৃত্তি না ঘটে, সে জন্য প্রয়োজনীয় পদক্ষেপ নেওয়ার সুপারিশও করা হয়েছে বলে জানা গেছে। তিনি বলেন, দেশের সার্বিক পরিস্থিতি স্বাভাবিক রয়েছে। জনগণের স্বার্থে সরকার সব ধরনের সহযোগিতা অব্যাহত রাখবে। এ সময় তিনি সংশ্লিষ্ট সবাইকে দায়িত্বশীল ভূমিকা পালনের আহ্বান জানান। পাশাপাশি যেকোনো অনিয়মের বিরুদ্ধে কঠোর ব্যবস্থা নেওয়া হবে বলেও হুঁশিয়ারি দেন তিনি। বিশ্লেষকেরা বলছেন, চলমান পরিস্থিতিতে স্বচ্ছতা ও জবাবদিহি নিশ্চিত করা জরুরি। এ জন্য সংশ্লিষ্ট প্রতিষ্ঠানগুলোর মধ্যে সমন্বয় বাড়ানোর পরামর্শ দিয়েছেন তাঁরা। একই সঙ্গে তথ্যপ্রবাহ অবাধ রাখা এবং নিয়মিত তদারকির ওপরও গুরুত্ব দেওয়া হয়েছে। এদিকে গতকাল দুপুরে রাজধানীর একটি হোটেলে আয়োজিত সংবাদ সম্মেলনে বক্তারা বলেন, সাম্প্রতিক ঘটনাপ্রবাহে জনমনে নানা প্রশ্ন দেখা দিয়েছে। দ্রুত তদন্ত শেষ করে দোষীদের বিচারের আওতায় আনার দাবি জানান তাঁরা। অন্যথায় কঠোর কর্মসূচির হুঁশিয়ারিও দেওয়া হয়।	[164, 1082, 312, 1323]
article-crystal	[164, 322, 312, 418]
article-byline: নিজস্ব প্রতিবেদক	[320, 738, 367, 746]
page-number: ৭	[640, 27, 656, 54]
article-law-enforcement	[320, 698, 624, 748]
article-hongkong	[8, 322, 156, 495]
article-byline: মাদারীপুর প্রতিনিধি	[445, 1148, 499, 1156]
date-label: ৪ ফেব্রুয়ারি ২০২৫ । ২১ মাঘ ১৪৩১	[829, 44, 937, 54]
article-headline: নির্বাচনের তারিখ নিয়ে যা বললেন ইসি	[24, 1101, 140, 1129]
weekday-label: মঙ্গলবার	[900, 30, 937, 43]
article-byline: শেষ পৃষ্ঠার পর	[218, 442, 258, 450]
article-continuation	[164, 74, 312, 316]
article-body: সংশ্লিষ্ট সূত্রে জানা গেছে, গত সপ্তাহে এ-সংক্রান্ত একটি প্রতিবেদন জমা দেওয়া হয়েছে। প্রতিবেদনে বলা হয়, নিয়ম অনুযায়ী সব প্রক্রিয়া সম্পন্ন হয়েছে। ভবিষ্যতে যাতে এ ধরনের ঘটনার পুনরাবৃত্তি না ঘটে, সে জন্য প্রয়োজনীয় পদক্ষেপ নেওয়ার সুপারিশও করা হয়েছে বলে জানা গেছে। তিনি বলেন, দেশের সার্বিক পরিস্থিতি স্বাভাবিক রয়েছে। জনগণের স্বার্থে সরকার সব ধরনের সহযোগিতা অব্যাহত রাখবে। এ সময় তিনি সংশ্লিষ্ট সবাইকে দায়িত্বশীল ভূমিকা পালনের আহ্বান জানান। পাশাপাশি যেকোনো অনিয়মের বিরুদ্ধে কঠোর ব্যবস্থা নেওয়া হবে বলেও হুঁশিয়ারি দেন তিনি। বিশ্লেষকেরা বলছেন, চলমান পরিস্থিতিতে স্বচ্ছতা ও জবাবদিহি নিশ্চিত করা জরুরি। এ জন্য সংশ্লিষ্ট প্রতিষ্ঠানগুলোর মধ্যে সমন্বয় বাড়ানোর পরামর্শ দিয়েছেন তাঁরা। একই সঙ্গে তথ্যপ্রবাহ অবাধ রাখা এবং নিয়মিত তদারকির ওপরও গুরুত্ব দেওয়া হয়েছে। এদিকে গতকাল দুপুরে রাজধানীর একটি হোটেলে আয়োজিত সংবাদ সম্মেলনে বক্তারা বলেন, সাম্প্রতিক ঘটনাপ্রবাহে জনমনে নানা প্রশ্ন দেখা দিয়েছে। দ্রুত তদন্ত শেষ করে দোষীদের বিচারের আওতায় আনার দাবি জানান তাঁরা। অন্যথায় কঠোর কর্মসূচির হুঁশিয়ারিও দেওয়া হয়। এ বিষয়ে সংশ্লিষ্ট কর্মকর্তারা জানান, সার্বিক পরিস্থিতি পর্যবেক্ষণে রাখা হয়েছে এবং প্রয়োজনীয় ব্যবস্থা নেওয়া হচ্ছে। গতকাল এক সংবাদ বিজ্ঞপ্তিতে এ তথ্য জানানো হয়। সূত্র জানায়, বিষয়টি গুরুত্বের সঙ্গে খতিয়ে দেখা হচ্ছে এবং দ্রুতই প্রয়োজনীয় সিদ্ধান্ত নেওয়া হবে। সংশ্লিষ্ট সূত্রে জানা গেছে, গত সপ্তাহে এ-সংক্রান্ত একটি প্রতিবেদন জমা দেওয়া হয়েছে। প্রতিবেদনে বলা হয়, নিয়ম অনুযায়ী সব প্রক্রিয়া সম্পন্ন হয়েছে। ভবিষ্যতে যাতে এ ধরনের ঘটনার পুনরাবৃত্তি না ঘটে, সে জন্য প্রয়োজনীয় পদক্ষেপ নেওয়ার সুপারিশও করা হয়েছে বলে জানা গেছে। তিনি বলেন, দেশের সার্বিক পরিস্থিতি স্বাভাবিক রয়েছে। জনগণের স্বার্থে সরকার সব ধরনের সহযোগিতা অব্যাহত রাখবে। এ সময় তিনি সংশ্লিষ্ট সবাইকে দায়িত্বশীল ভূমিকা পালনের আহ্বান জানান। পাশাপাশি যেকোনো অনিয়মের বিরুদ্ধে কঠোর ব্যবস্থা নেওয়া হবে বলেও হুঁশিয়ারি দেন তিনি। বিশ্লেষকেরা বলছেন, চলমান পরিস্থিতিতে স্বচ্ছতা ও জবাবদিহি নিশ্চিত করা জরুরি। এ জন্য সংশ্লিষ্ট প্রতিষ্ঠানগুলোর মধ্যে সমন্বয় বাড়ানোর পরামর্শ দিয়েছেন তাঁরা। একই সঙ্গে তথ্যপ্রবাহ অবাধ রাখা এবং নিয়মিত তদারকির ওপরও গুরুত্ব দেওয়া হয়েছে। এদিকে গতকাল দুপুরে রাজধানীর একটি হোটেলে আয়োজিত সংবাদ সম্মেলনে বক্তারা বলেন, সাম্প্রতিক ঘটনাপ্রবাহে জনমনে নানা প্রশ্ন দেখা দিয়েছে। দ্রুত তদন্ত শেষ করে দোষীদের বিচারের আওতায় আনার দাবি জানান তাঁরা। অন্যথায় কঠোর কর্মসূচির হুঁশিয়ারিও দেওয়া হয়।	[8, 569, 156, 1094]
section-title: খবরের শেষাংশ	[490, 29, 613, 53]
article-body: বিশ্লেষকেরা বলছেন, চলমান পরিস্থিতিতে স্বচ্ছতা ও জবাবদিহি নিশ্চিত করা জরুরি। এ জন্য সংশ্লিষ্ট প্রতিষ্ঠানগুলোর মধ্যে সমন্বয় বাড়ানোর পরামর্শ দিয়েছেন তাঁরা। একই সঙ্গে তথ্যপ্রবাহ অবাধ রাখা এবং নিয়মিত তদারকির ওপরও গুরুত্ব দেওয়া হয়েছে। এদিকে গতকাল দুপুরে রাজধানীর একটি হোটেলে আয়োজিত সংবাদ সম্মেলনে বক্তারা বলেন, সাম্প্রতিক ঘটনাপ্রবাহে জনমনে নানা প্রশ্ন দেখা দিয়েছে। দ্রুত তদন্ত শেষ করে দোষীদের বিচারের আওতায় আনার দাবি জানান তাঁরা। অন্যথায় কঠোর কর্মসূচির হুঁশিয়ারিও দেওয়া হয়। এ বিষয়ে সংশ্লিষ্ট কর্মকর্তারা জানান, সার্বিক পরিস্থিতি পর্যবেক্ষণে রাখা হয়েছে এবং প্রয়োজনীয় ব্যবস্থা নেওয়া হচ্ছে। গতকাল এক সংবাদ বিজ্ঞপ্তিতে এ তথ্য জানানো হয়। সূত্র জানায়, বিষয়টি গুরুত্বের সঙ্গে খতিয়ে দেখা হচ্ছে এবং দ্রুতই প্রয়োজনীয় সিদ্ধান্ত নেওয়া হবে।	[320, 74, 468, 251]
column-6	[788, 74, 936, 1442]
article-headline-keya: কেয়া গ্রুপের চেয়ারম্যানসহ ৬	[328, 259, 460, 272]
subcolumn-4	[476, 484, 624, 692]
article-byline: শেষ পৃষ্ঠার পর	[842, 408, 882, 416]
masthead-logo	[8, 28, 141, 61]
article-headline: ১০ বাংলাদেশিকে রাশিয়ায় পাচার, জোর করে নামানো হয়েছে যুদ্ধে	[646, 810, 766, 853]
article-continuation	[788, 74, 936, 368]
patience-body-row	[320, 484, 624, 692]
page-number-box	[631, 23, 665, 61]
article-body: বিশ্লেষকেরা বলছেন, চলমান পরিস্থিতিতে স্বচ্ছতা ও জবাবদিহি নিশ্চিত করা জরুরি। এ জন্য সংশ্লিষ্ট প্রতিষ্ঠানগুলোর মধ্যে সমন্বয় বাড়ানোর পরামর্শ দিয়েছেন তাঁরা। একই সঙ্গে তথ্যপ্রবাহ অবাধ রাখা এবং নিয়মিত তদারকির ওপরও গুরুত্ব দেওয়া হয়েছে। এদিকে গতকাল দুপুরে রাজধানীর একটি হোটেলে আয়োজিত সংবাদ সম্মেলনে বক্তারা বলেন, সাম্প্রতিক ঘটনাপ্রবাহে জনমনে নানা প্রশ্ন দেখা দিয়েছে। দ্রুত তদন্ত শেষ করে দোষীদের বিচারের আওতায় আনার দাবি জানান তাঁরা। অন্যথায় কঠোর কর্মসূচির হুঁশিয়ারিও দেওয়া হয়। এ বিষয়ে সংশ্লিষ্ট কর্মকর্তারা জানান, সার্বিক পরিস্থিতি পর্যবেক্ষণে রাখা হয়েছে এবং প্রয়োজনীয় ব্যবস্থা নেওয়া হচ্ছে। গতকাল এক সংবাদ বিজ্ঞপ্তিতে এ তথ্য জানানো হয়। সূত্র জানায়, বিষয়টি গুরুত্বের সঙ্গে খতিয়ে দেখা হচ্ছে এবং দ্রুতই প্রয়োজনীয় সিদ্ধান্ত নেওয়া হবে। সংশ্লিষ্ট সূত্রে জানা গেছে, গত সপ্তাহে এ-সংক্রান্ত একটি প্রতিবেদন জমা দেওয়া হয়েছে। প্রতিবেদনে বলা হয়, নিয়ম অনুযায়ী সব প্রক্রিয়া সম্পন্ন হয়েছে। ভবিষ্যতে যাতে এ ধরনের ঘটনার পুনরাবৃত্তি না ঘটে, সে জন্য প্রয়োজনীয় পদক্ষেপ নেওয়ার সুপারিশও করা হয়েছে বলে জানা গেছে। তিনি বলেন, দেশের সার্বিক পরিস্থিতি স্বাভাবিক রয়েছে। জনগণের স্বার্থে সরকার সব ধরনের সহযোগিতা অব্যাহত রাখবে। এ সময় তিনি সংশ্লিষ্ট সবাইকে দায়িত্বশীল ভূমিকা পালনের আহ্বান জানান। পাশাপাশি যেকোনো অনিয়মের বিরুদ্ধে কঠোর ব্যবস্থা নেওয়া হবে বলেও হুঁশিয়ারি দেন তিনি।	[476, 752, 624, 1056]
article-body: সংশ্লিষ্ট সূত্রে জানা গেছে, গত সপ্তাহে এ-সংক্রান্ত একটি প্রতিবেদন জমা দেওয়া হয়েছে। প্রতিবেদনে বলা হয়, নিয়ম অনুযায়ী সব প্রক্রিয়া সম্পন্ন হয়েছে। ভবিষ্যতে যাতে এ ধরনের ঘটনার পুনরাবৃত্তি না ঘটে, সে জন্য প্রয়োজনীয় পদক্ষেপ নেওয়ার সুপারিশও করা হয়েছে বলে জানা গেছে। তিনি বলেন, দেশের সার্বিক পরিস্থিতি স্বাভাবিক রয়েছে। জনগণের স্বার্থে সরকার সব ধরনের সহযোগিতা অব্যাহত রাখবে। এ সময় তিনি সংশ্লিষ্ট সবাইকে দায়িত্বশীল ভূমিকা পালনের আহ্বান জানান। পাশাপাশি যেকোনো অনিয়মের বিরুদ্ধে কঠোর ব্যবস্থা নেওয়া হবে বলেও হুঁশিয়ারি দেন তিনি। বিশ্লেষকেরা বলছেন, চলমান পরিস্থিতিতে স্বচ্ছতা ও জবাবদিহি নিশ্চিত করা জরুরি। এ জন্য সংশ্লিষ্ট প্রতিষ্ঠানগুলোর মধ্যে সমন্বয় বাড়ানোর পরামর্শ দিয়েছেন তাঁরা। একই সঙ্গে তথ্যপ্রবাহ অবাধ রাখা এবং নিয়মিত তদারকির ওপরও গুরুত্ব দেওয়া হয়েছে। এদিকে গতকাল দুপুরে রাজধানীর একটি হোটেলে আয়োজিত সংবাদ সম্মেলনে বক্তারা বলেন, সাম্প্রতিক ঘটনাপ্রবাহে জনমনে নানা প্রশ্ন দেখা দিয়েছে। দ্রুত তদন্ত শেষ করে দোষীদের বিচারের আওতায় আনার দাবি জানান তাঁরা। অন্যথায় কঠোর কর্মসূচির হুঁশিয়ারিও দেওয়া হয়।	[476, 1162, 624, 1403]
page-header	[8, 6, 937, 68]
article-byline: শেষ পৃষ্ঠার পর	[62, 556, 102, 564]
column-5	[632, 74, 780, 1442]
article-body: এ বিষয়ে সংশ্লিষ্ট কর্মকর্তারা জানান, সার্বিক পরিস্থিতি পর্যবেক্ষণে রাখা হয়েছে এবং প্রয়োজনীয় ব্যবস্থা নেওয়া হচ্ছে। গতকাল এক সংবাদ বিজ্ঞপ্তিতে এ তথ্য জানানো হয়। সূত্র জানায়, বিষয়টি গুরুত্বের সঙ্গে খতিয়ে দেখা হচ্ছে এবং দ্রুতই প্রয়োজনীয় সিদ্ধান্ত নেওয়া হবে। সংশ্লিষ্ট সূত্রে জানা গেছে, গত সপ্তাহে এ-সংক্রান্ত একটি প্রতিবেদন জমা দেওয়া হয়েছে। প্রতিবেদনে বলা হয়, নিয়ম অনুযায়ী সব প্রক্রিয়া সম্পন্ন হয়েছে। ভবিষ্যতে যাতে এ ধরনের ঘটনার পুনরাবৃত্তি না ঘটে, সে জন্য প্রয়োজনীয় পদক্ষেপ নেওয়ার সুপারিশও করা হয়েছে বলে জানা গেছে। তিনি বলেন, দেশের সার্বিক পরিস্থিতি স্বাভাবিক রয়েছে। জনগণের স্বার্থে সরকার সব ধরনের সহযোগিতা অব্যাহত রাখবে। এ সময় তিনি সংশ্লিষ্ট সবাইকে দায়িত্বশীল ভূমিকা পালনের আহ্বান জানান। পাশাপাশি যেকোনো অনিয়মের বিরুদ্ধে কঠোর ব্যবস্থা নেওয়া হবে বলেও হুঁশিয়ারি দেন তিনি। বিশ্লেষকেরা বলছেন, চলমান পরিস্থিতিতে স্বচ্ছতা ও জবাবদিহি নিশ্চিত করা জরুরি। এ জন্য সংশ্লিষ্ট প্রতিষ্ঠানগুলোর মধ্যে সমন্বয় বাড়ানোর পরামর্শ দিয়েছেন তাঁরা। একই সঙ্গে তথ্যপ্রবাহ অবাধ রাখা এবং নিয়মিত তদারকির ওপরও গুরুত্ব দেওয়া হয়েছে। এদিকে গতকাল দুপুরে রাজধানীর একটি হোটেলে আয়োজিত সংবাদ সম্মেলনে বক্তারা বলেন, সাম্প্রতিক ঘটনাপ্রবাহে জনমনে নানা প্রশ্ন দেখা দিয়েছে। দ্রুত তদন্ত শেষ করে দোষীদের বিচারের আওতায় আনার দাবি জানান তাঁরা। অন্যথায় কঠোর কর্মসূচির হুঁশিয়ারিও দেওয়া হয়।	[320, 752, 468, 1045]
article-trump	[164, 1050, 312, 1324]
article-body: তিনি বলেন, দেশের সার্বিক পরিস্থিতি স্বাভাবিক রয়েছে। জনগণের স্বার্থে সরকার সব ধরনের সহযোগিতা অব্যাহত রাখবে। এ সময় তিনি সংশ্লিষ্ট সবাইকে দায়িত্বশীল ভূমিকা পালনের আহ্বান জানান। পাশাপাশি যেকোনো অনিয়মের বিরুদ্ধে কঠোর ব্যবস্থা নেওয়া হবে বলেও হুঁশিয়ারি দেন তিনি। বিশ্লেষকেরা বলছেন, চলমান পরিস্থিতিতে স্বচ্ছতা ও জবাবদিহি নিশ্চিত করা জরুরি। এ জন্য সংশ্লিষ্ট প্রতিষ্ঠানগুলোর মধ্যে সমন্বয় বাড়ানোর পরামর্শ দিয়েছেন তাঁরা। একই সঙ্গে তথ্যপ্রবাহ অবাধ রাখা এবং নিয়মিত তদারকির ওপরও গুরুত্ব দেওয়া হয়েছে। এদিকে গতকাল দুপুরে রাজধানীর একটি হোটেলে আয়োজিত সংবাদ সম্মেলনে বক্তারা বলেন, সাম্প্রতিক ঘটনাপ্রবাহে জনমনে নানা প্রশ্ন দেখা দিয়েছে। দ্রুত তদন্ত শেষ করে দোষীদের বিচারের আওতায় আনার দাবি জানান তাঁরা। অন্যথায় কঠোর কর্মসূচির হুঁশিয়ারিও দেওয়া হয়। এ বিষয়ে সংশ্লিষ্ট কর্মকর্তারা জানান, সার্বিক পরিস্থিতি পর্যবেক্ষণে রাখা হয়েছে এবং প্রয়োজনীয় ব্যবস্থা নেওয়া হচ্ছে। গতকাল এক সংবাদ বিজ্ঞপ্তিতে এ তথ্য জানানো হয়। সূত্র জানায়, বিষয়টি গুরুত্বের সঙ্গে খতিয়ে দেখা হচ্ছে এবং দ্রুতই প্রয়োজনীয় সিদ্ধান্ত নেওয়া হবে। সংশ্লিষ্ট সূত্রে জানা গেছে, গত সপ্তাহে এ-সংক্রান্ত একটি প্রতিবেদন জমা দেওয়া হয়েছে। প্রতিবেদনে বলা হয়, নিয়ম অনুযায়ী সব প্রক্রিয়া সম্পন্ন হয়েছে। ভবিষ্যতে যাতে এ ধরনের ঘটনার পুনরাবৃত্তি না ঘটে, সে জন্য প্রয়োজনীয় পদক্ষেপ নেওয়ার সুপারিশও করা হয়েছে বলে জানা গেছে। তিনি বলেন, দেশের সার্বিক পরিস্থিতি স্বাভাবিক রয়েছে। জনগণের স্বার্থে সরকার সব ধরনের সহযোগিতা অব্যাহত রাখবে। এ সময় তিনি সংশ্লিষ্ট সবাইকে দায়িত্বশীল ভূমিকা পালনের আহ্বান জানান। পাশাপাশি যেকোনো অনিয়মের বিরুদ্ধে কঠোর ব্যবস্থা নেওয়া হবে বলেও হুঁশিয়ারি দেন তিনি। বিশ্লেষকেরা বলছেন, চলমান পরিস্থিতিতে স্বচ্ছতা ও জবাবদিহি নিশ্চিত করা জরুরি। এ জন্য সংশ্লিষ্ট প্রতিষ্ঠানগুলোর মধ্যে সমন্বয় বাড়ানোর পরামর্শ দিয়েছেন তাঁরা। একই সঙ্গে তথ্যপ্রবাহ অবাধ রাখা এবং নিয়মিত তদারকির ওপরও গুরুত্ব দেওয়া হয়েছে।	[632, 74, 780, 493]
